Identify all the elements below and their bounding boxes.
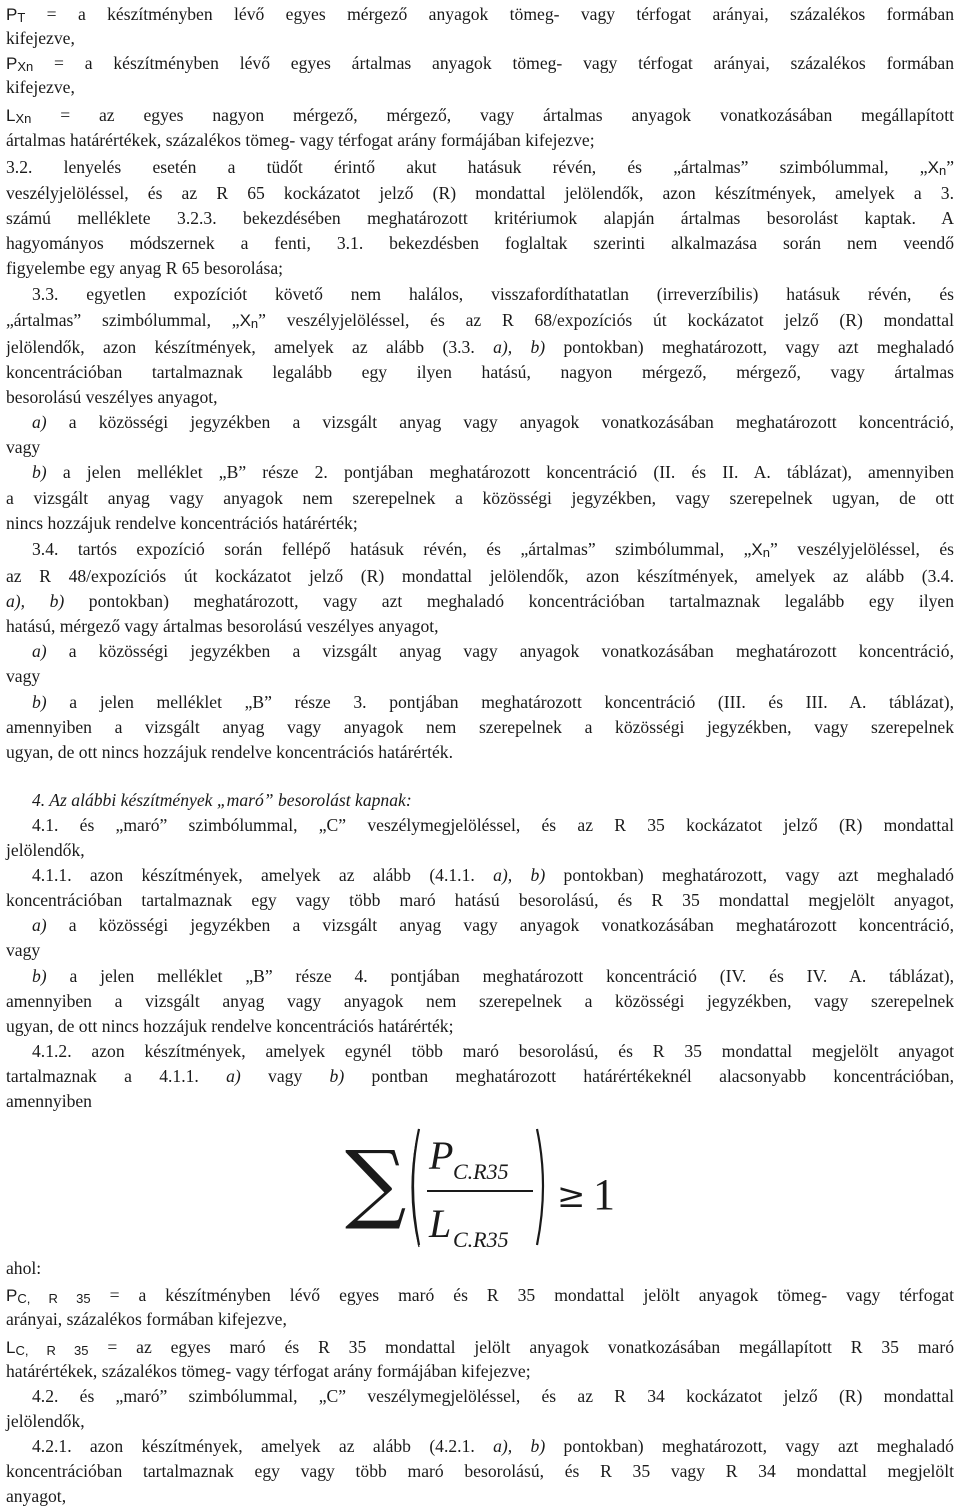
text-line: amennyiben a vizsgált anyag vagy anyagok nem szerepelnek a közösségi jegyzékben, vagy szerepelnek: [6, 717, 954, 737]
text-line: b) a jelen melléklet „B” része 3. pontjában meghatározott koncentráció (III. és III. A. táblázat),: [32, 692, 954, 712]
relation-symbol: ≥: [557, 1176, 586, 1216]
text-line: PT = a készítményben lévő egyes mérgező anyagok tömeg- vagy térfogat arányai, százalékos formában: [6, 4, 954, 25]
text-line: határértékek, százalékos tömeg- vagy térfogat arány formájában kifejezve;: [6, 1361, 531, 1381]
text-line: hagyományos módszernek a fenti, 3.1. bekezdésben foglaltak szerinti alkalmazása során nem veendő: [6, 233, 954, 253]
numerator-subscript: C.R35: [453, 1159, 509, 1184]
text-line: ahol:: [6, 1258, 42, 1278]
text-line: LXn = az egyes nagyon mérgező, mérgező, vagy ártalmas anyagok vonatkozásában megállapított: [6, 105, 954, 126]
text-line: 3.4. tartós expozíció során fellépő hatásuk révén, és „ártalmas” szimbólummal, „Xn” veszélyjelöléssel, és: [32, 539, 954, 560]
formula-graphic: [345, 1107, 625, 1267]
text-line: jelölendők,: [6, 1411, 85, 1431]
text-line: hatású, mérgező vagy ártalmas besorolású veszélyes anyagot,: [6, 616, 439, 636]
text-line: 4.1.2. azon készítmények, amelyek egynél több maró besorolású, és R 35 mondattal megjelölt anyagot: [32, 1041, 954, 1061]
text-line: a) a közösségi jegyzékben a vizsgált anyag vagy anyagok vonatkozásában meghatározott koncentráció,: [32, 915, 954, 935]
text-line: arányai, százalékos formában kifejezve,: [6, 1309, 287, 1329]
text-line: koncentrációban tartalmaznak egy vagy több maró hatású besorolású, és R 35 mondattal megjelölt anyagot,: [6, 890, 954, 910]
text-line: ártalmas határértékek, százalékos tömeg- vagy térfogat arány formájában kifejezve;: [6, 130, 595, 150]
text-line: b) a jelen melléklet „B” része 4. pontjában meghatározott koncentráció (IV. és IV. A. táblázat),: [32, 966, 954, 986]
text-line: LC, R 35 = az egyes maró és R 35 mondattal jelölt anyagok vonatkozásában megállapított R 35 maró: [6, 1337, 954, 1358]
sum-formula: [345, 1107, 625, 1267]
text-line: jelölendők,: [6, 840, 85, 860]
text-line: vagy: [6, 940, 41, 960]
text-line: vagy: [6, 437, 41, 457]
text-line: koncentrációban tartalmaznak legalább egy ilyen hatású, nagyon mérgező, mérgező, vagy ártalmas: [6, 362, 954, 382]
text-line: figyelembe egy anyag R 65 besorolása;: [6, 258, 284, 278]
text-line: a) a közösségi jegyzékben a vizsgált anyag vagy anyagok vonatkozásában meghatározott koncentráció,: [32, 412, 954, 432]
sigma-symbol: ∑: [345, 1133, 407, 1233]
text-line: 4.1.1. azon készítmények, amelyek az alább (4.1.1. a), b) pontokban) meghatározott, vagy azt meghaladó: [32, 865, 954, 885]
text-line: 4.1. és „maró” szimbólummal, „C” veszélymegjelöléssel, és az R 35 kockázatot jelző (R) mondattal: [32, 815, 954, 835]
text-line: a vizsgált anyag vagy anyagok nem szerepelnek a közösségi jegyzékben, vagy szerepelnek ugyan, de ott: [6, 488, 954, 508]
text-line: koncentrációban tartalmaznak egy vagy több maró besorolású, és R 35 vagy R 34 mondattal megjelölt: [6, 1461, 954, 1481]
text-line: nincs hozzájuk rendelve koncentrációs határérték;: [6, 513, 358, 533]
section-heading: 4. Az alábbi készítmények „maró” besorolást kapnak:: [32, 790, 412, 810]
text-line: veszélyjelöléssel, és az R 65 kockázatot jelző (R) mondattal jelölendők, azon készítmények, amelyek a 3.: [6, 183, 954, 203]
text-line: tartalmaznak a 4.1.1. a) vagy b) pontban meghatározott határértékeknél alacsonyabb koncentrációban,: [6, 1066, 954, 1086]
text-line: 4.2. és „maró” szimbólummal, „C” veszélymegjelöléssel, és az R 34 kockázatot jelző (R) mondattal: [32, 1386, 954, 1406]
text-line: 3.2. lenyelés esetén a tüdőt érintő akut hatásuk révén, és „ártalmas” szimbólummal, „Xn”: [6, 157, 954, 178]
text-line: kifejezve,: [6, 77, 75, 97]
numerator-symbol: P: [429, 1133, 454, 1178]
text-line: amennyiben: [6, 1091, 92, 1111]
text-line: ugyan, de ott nincs hozzájuk rendelve koncentrációs határérték;: [6, 1016, 454, 1036]
text-line: amennyiben a vizsgált anyag vagy anyagok nem szerepelnek a közösségi jegyzékben, vagy szerepelnek: [6, 991, 954, 1011]
right-paren: [537, 1129, 543, 1245]
text-line: „ártalmas” szimbólummal, „Xn” veszélyjelöléssel, és az R 68/expozíciós út kockázatot jelző (R) mondattal: [6, 310, 954, 331]
text-line: besorolású veszélyes anyagot,: [6, 387, 218, 407]
text-line: a) a közösségi jegyzékben a vizsgált anyag vagy anyagok vonatkozásában meghatározott koncentráció,: [32, 641, 954, 661]
text-line: kifejezve,: [6, 28, 75, 48]
text-line: az R 48/expozíciós út kockázatot jelző (R) mondattal jelölendők, azon készítmények, amelyek az alább (3.4.: [6, 566, 954, 586]
text-line: b) a jelen melléklet „B” része 2. pontjában meghatározott koncentráció (II. és II. A. táblázat), amennyiben: [32, 462, 954, 482]
text-line: 3.3. egyetlen expozíciót követő nem halálos, visszafordíthatatlan (irreverzíbilis) hatásuk révén, és: [32, 284, 954, 304]
text-line: PXn = a készítményben lévő egyes ártalmas anyagok tömeg- vagy térfogat arányai, százalékos formában: [6, 53, 954, 74]
text-line: ugyan, de ott nincs hozzájuk rendelve koncentrációs határérték.: [6, 742, 453, 762]
text-line: jelölendők, azon készítmények, amelyek az alább (3.3. a), b) pontokban) meghatározott, vagy azt meghaladó: [6, 337, 954, 357]
text-line: vagy: [6, 666, 41, 686]
denominator-symbol: L: [429, 1201, 452, 1246]
text-line: a), b) pontokban) meghatározott, vagy azt meghaladó koncentrációban tartalmaznak legalább egy ilyen: [6, 591, 954, 611]
text-line: PC, R 35 = a készítményben lévő egyes maró és R 35 mondattal jelölt anyagok tömeg- vagy térfogat: [6, 1285, 954, 1306]
denominator-subscript: C.R35: [453, 1227, 509, 1252]
text-line: 4.2.1. azon készítmények, amelyek az alább (4.2.1. a), b) pontokban) meghatározott, vagy azt meghaladó: [32, 1436, 954, 1456]
text-line: számú melléklete 3.2.3. bekezdésében meghatározott kritériumok alapján ártalmas besorolást kaptak. A: [6, 208, 954, 228]
text-line: anyagot,: [6, 1486, 67, 1506]
rhs-value: 1: [593, 1170, 615, 1219]
